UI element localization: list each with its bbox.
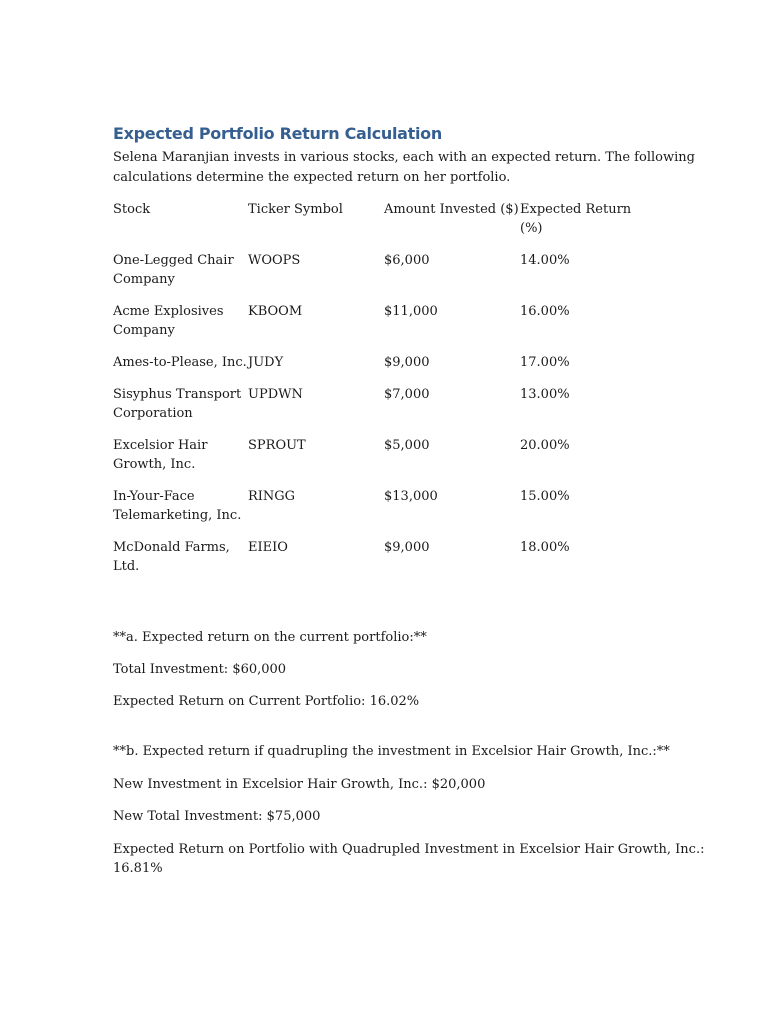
table-cell-return: 17.00% — [520, 355, 570, 370]
table-cell-ticker: SPROUT — [248, 438, 306, 453]
table-header-stock: Stock — [113, 202, 151, 217]
table-cell-ticker: RINGG — [248, 489, 296, 504]
part-a-expected-return: Expected Return on Current Portfolio: 16.02% — [113, 694, 420, 709]
part-b-heading: **b. Expected return if quadrupling the investment in Excelsior Hair Growth, Inc.:** — [113, 744, 670, 759]
table-cell-amount: $9,000 — [384, 540, 430, 555]
table-cell-amount: $9,000 — [384, 355, 430, 370]
table-cell-ticker: KBOOM — [248, 304, 303, 319]
table-cell-stock: In-Your-Face Telemarketing, Inc. — [113, 489, 242, 523]
part-b-new-investment: New Investment in Excelsior Hair Growth, Inc.: $20,000 — [113, 777, 486, 792]
table-cell-ticker: WOOPS — [248, 253, 301, 268]
table-header-amount: Amount Invested ($) — [384, 202, 519, 217]
table-cell-ticker: UPDWN — [248, 387, 303, 402]
table-cell-stock: Ames-to-Please, Inc. — [113, 355, 247, 370]
part-b-expected-return-line-2: 16.81% — [113, 861, 163, 876]
table-cell-return: 13.00% — [520, 387, 570, 402]
table-cell-stock: One-Legged Chair Company — [113, 253, 234, 287]
table-cell-amount: $5,000 — [384, 438, 430, 453]
table-cell-stock: Acme Explosives Company — [113, 304, 224, 338]
table-header-return: Expected Return (%) — [520, 202, 632, 236]
intro-text-line-1: Selena Maranjian invests in various stocks, each with an expected return. The following — [113, 150, 695, 165]
table-cell-return: 20.00% — [520, 438, 570, 453]
table-cell-return: 14.00% — [520, 253, 570, 268]
table-cell-ticker: JUDY — [248, 355, 284, 370]
part-b-new-total: New Total Investment: $75,000 — [113, 809, 321, 824]
table-cell-return: 18.00% — [520, 540, 570, 555]
table-cell-amount: $7,000 — [384, 387, 430, 402]
part-a-heading: **a. Expected return on the current portfolio:** — [113, 630, 427, 645]
part-b-expected-return-line-1: Expected Return on Portfolio with Quadrupled Investment in Excelsior Hair Growth, Inc.: — [113, 842, 705, 857]
part-a-total-investment: Total Investment: $60,000 — [113, 662, 287, 677]
table-header-ticker: Ticker Symbol — [248, 202, 343, 217]
table-cell-ticker: EIEIO — [248, 540, 288, 555]
table-cell-return: 15.00% — [520, 489, 570, 504]
table-cell-amount: $13,000 — [384, 489, 438, 504]
table-cell-stock: Sisyphus Transport Corporation — [113, 387, 242, 421]
table-cell-stock: McDonald Farms, Ltd. — [113, 540, 230, 574]
table-cell-amount: $11,000 — [384, 304, 438, 319]
document-title: Expected Portfolio Return Calculation — [113, 124, 442, 143]
intro-text-line-2: calculations determine the expected return on her portfolio. — [113, 170, 511, 185]
table-cell-return: 16.00% — [520, 304, 570, 319]
table-cell-amount: $6,000 — [384, 253, 430, 268]
table-cell-stock: Excelsior Hair Growth, Inc. — [113, 438, 208, 472]
